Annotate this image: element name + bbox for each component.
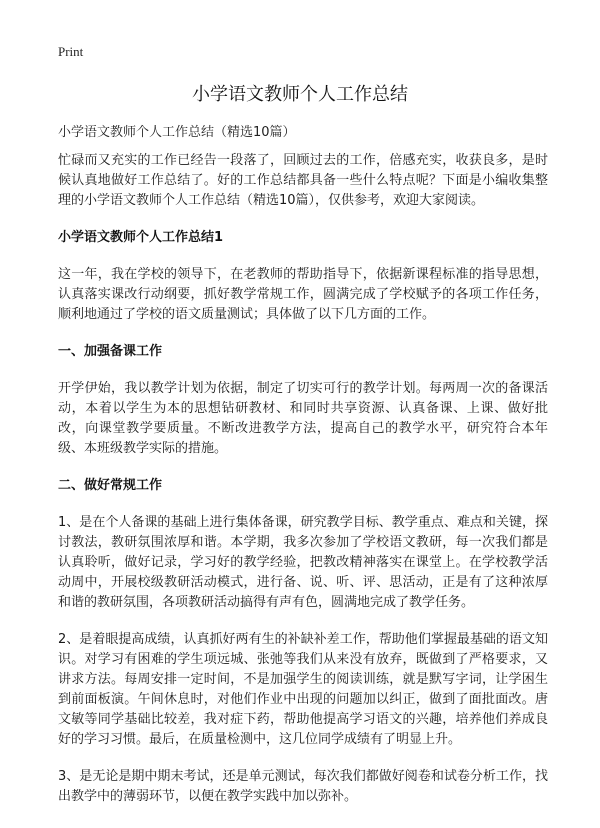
paragraph: 这一年，我在学校的领导下，在老教师的帮助指导下，依据新课程标准的指导思想，认真落实课改行动纲要，抓好教学常规工作，圆满完成了学校赋予的各项工作任务，顺利地通过了学校的语文质量测试；具体做了以下几方面的工作。 [58,267,548,322]
page-title: 小学语文教师个人工作总结 [192,84,408,105]
section-heading: 二、做好常规工作 [58,478,163,493]
print-link[interactable]: Print [58,44,84,59]
paragraph: 1、是在个人备课的基础上进行集体备课，研究教学目标、教学重点、难点和关键，探讨教法，教研氛围浓厚和谐。本学期，我多次参加了学校语文教研，每一次我们都是认真聆听，做好记录，学习好的教学经验，把教改精神落实在课堂上。在学校教学活动周中，开展校级教研活动模式，进行备、说、听、评、思活动，正是有了这种浓厚和谐的教研氛围，各项教研活动搞得有声有色，圆满地完成了教学任务。 [58,515,548,610]
section-heading: 小学语文教师个人工作总结1 [58,230,224,245]
paragraph: 开学伊始，我以教学计划为依据，制定了切实可行的教学计划。每两周一次的备课活动，本着以学生为本的思想钻研教材、和同时共享资源、认真备课、上课、做好批改，向课堂教学要质量。不断改进教学方法，提高自己的教学水平，研究符合本年级、本班级教学实际的措施。 [58,381,548,456]
document-body [58,151,548,824]
document-subtitle: 小学语文教师个人工作总结（精选10篇） [58,125,296,140]
section-heading: 一、加强备课工作 [58,344,163,359]
paragraph: 忙碌而又充实的工作已经告一段落了，回顾过去的工作，倍感充实，收获良多，是时候认真地做好工作总结了。好的工作总结都具备一些什么特点呢？下面是小编收集整理的小学语文教师个人工作总结（精选10篇），仅供参考，欢迎大家阅读。 [58,153,548,208]
paragraph: 2、是着眼提高成绩，认真抓好两有生的补缺补差工作，帮助他们掌握最基础的语文知识。对学习有困难的学生项远城、张弛等我们从来没有放弃，既做到了严格要求，又讲求方法。每周安排一定时间，不是加强学生的阅读训练，就是默写字词，让学困生到前面板演。午间休息时，对他们作业中出现的问题加以纠正，做到了面批面改。唐文敏等同学基础比较差，我对症下药，帮助他提高学习语文的兴趣，培养他们养成良好的学习习惯。最后，在质量检测中，这几位同学成绩有了明显上升。 [58,632,548,747]
paragraph: 3、是无论是期中期末考试，还是单元测试，每次我们都做好阅卷和试卷分析工作，找出教学中的薄弱环节，以便在教学实践中加以弥补。 [58,769,548,804]
